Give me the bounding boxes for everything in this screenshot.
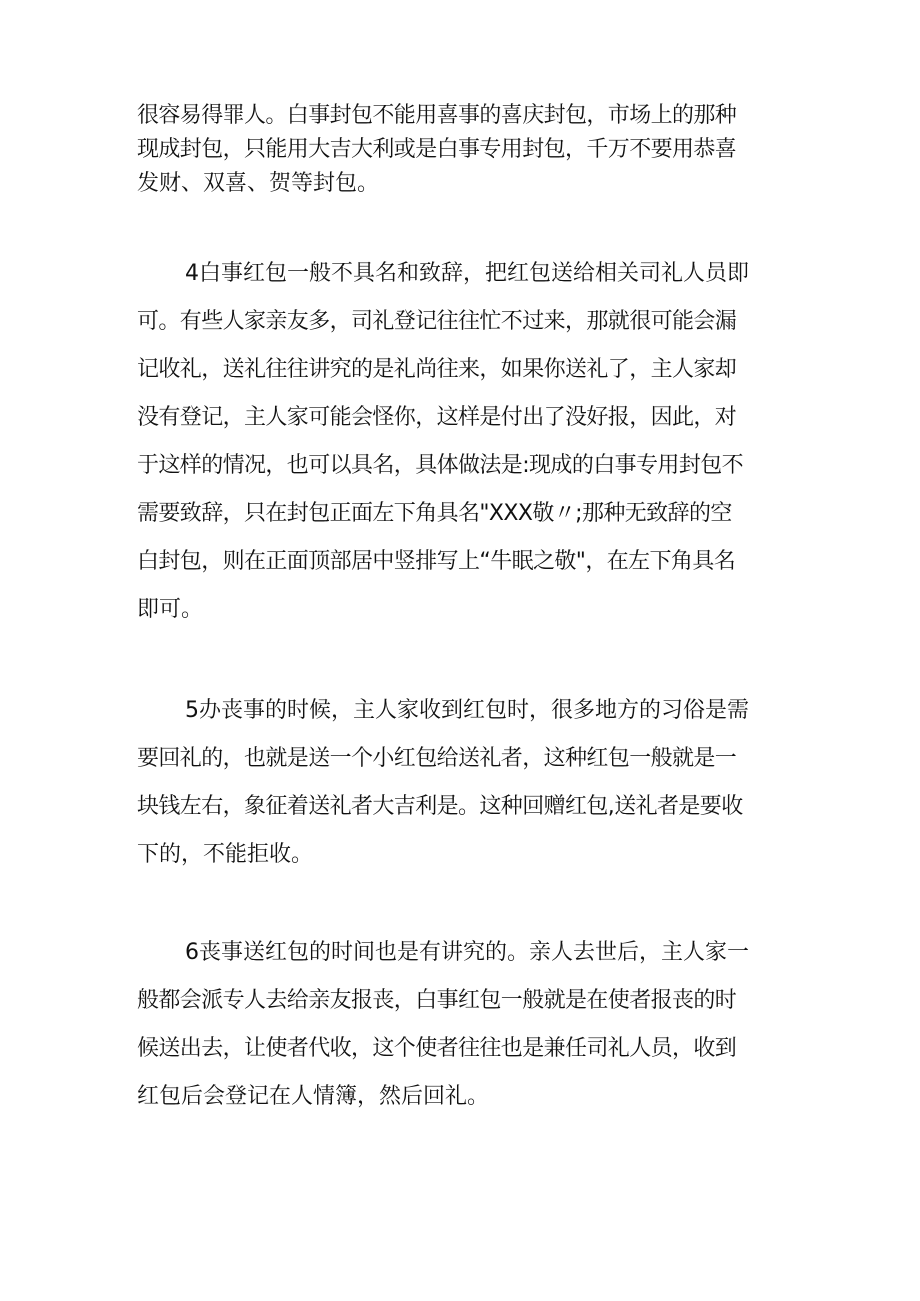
paragraph-line: 白封包，则在正面顶部居中竖排写上“牛眠之敬"，在左下角具名	[137, 549, 736, 574]
paragraph-line: 需要致辞，只在封包正面左下角具名"XXX敬〃;那种无致辞的空	[137, 501, 732, 526]
paragraph-first-line: 4白事红包一般不具名和致辞，把红包送给相关司礼人员即	[185, 261, 749, 286]
paragraph-line: 红包后会登记在人情簿，然后回礼。	[137, 1084, 490, 1109]
paragraph-line: 发财、双喜、贺等封包。	[137, 171, 380, 196]
paragraph-first-line: 6丧事送红包的时间也是有讲究的。亲人去世后，主人家一	[185, 940, 749, 965]
paragraph-line: 很容易得罪人。白事封包不能用喜事的喜庆封包，市场上的那种	[137, 103, 737, 128]
paragraph-6	[137, 929, 787, 1121]
paragraph-line: 候送出去，让使者代收，这个使者往往也是兼任司礼人员，收到	[137, 1036, 737, 1061]
paragraph-first-line: 5办丧事的时候，主人家收到红包时，很多地方的习俗是需	[185, 698, 749, 723]
paragraph-line: 可。有些人家亲友多，司礼登记往往忙不过来，那就很可能会漏	[137, 309, 737, 334]
paragraph-line: 没有登记，主人家可能会怪你，这样是付出了没好报，因此，对	[137, 405, 737, 430]
paragraph-5	[137, 687, 787, 879]
paragraph-line: 于这样的情况，也可以具名，具体做法是:现成的白事专用封包不	[137, 453, 744, 478]
paragraph-line: 块钱左右，象征着送礼者大吉利是。这种回赠红包,送礼者是要收	[137, 794, 743, 819]
paragraph-line: 现成封包，只能用大吉大利或是白事专用封包，千万不要用恭喜	[137, 137, 737, 162]
paragraph-line: 记收礼，送礼往往讲究的是礼尚往来，如果你送礼了，主人家却	[137, 357, 737, 382]
paragraph-line: 下的，不能拒收。	[137, 842, 314, 867]
paragraph-line: 即可。	[137, 597, 204, 622]
paragraph-3-continued	[137, 99, 787, 201]
paragraph-4	[137, 250, 787, 634]
paragraph-line: 要回礼的，也就是送一个小红包给送礼者，这种红包一般就是一	[137, 746, 737, 771]
paragraph-line: 般都会派专人去给亲友报丧，白事红包一般就是在使者报丧的时	[137, 988, 737, 1013]
